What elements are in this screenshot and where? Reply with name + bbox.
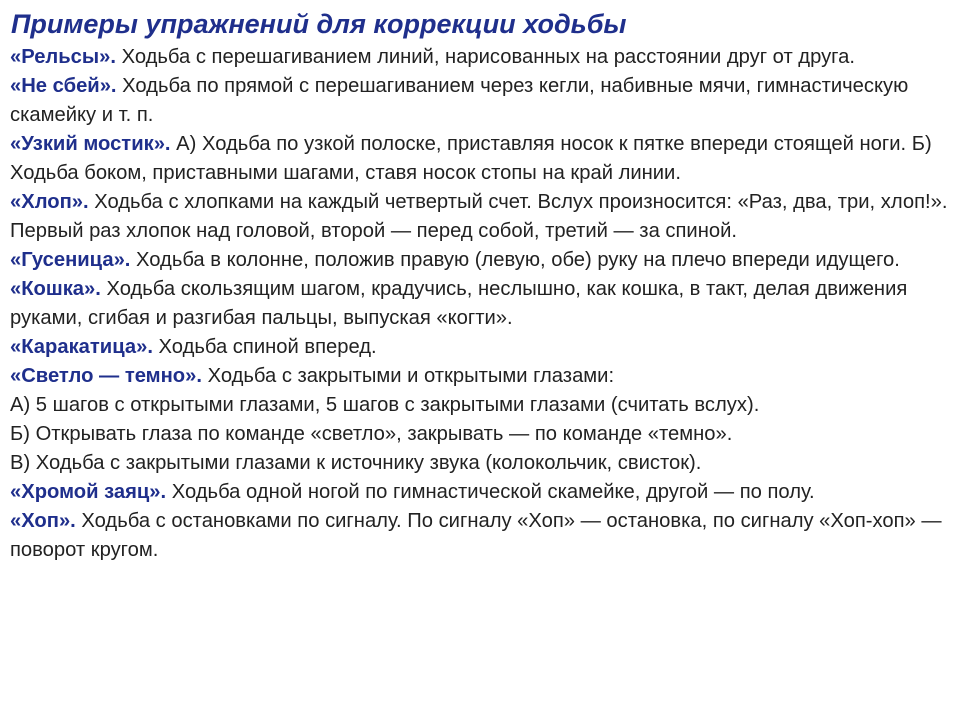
exercise-variant: А) 5 шагов с открытыми глазами, 5 шагов с закрытыми глазами (считать вслух).: [10, 394, 760, 416]
exercise-description: А) Ходьба по узкой полоске, приставляя носок к пятке впереди стоящей ноги. Б) Ходьба боком, приставными шагами, ставя носок стопы на край линии.: [10, 133, 932, 184]
exercise-item: [10, 478, 950, 507]
exercise-name: «Хлоп».: [10, 191, 89, 213]
exercise-name: «Хоп».: [10, 510, 76, 532]
exercise-description: Ходьба в колонне, положив правую (левую, обе) руку на плечо впереди идущего.: [130, 249, 900, 271]
slide-title: Примеры упражнений для коррекции ходьбы: [11, 9, 627, 39]
exercise-item: [10, 507, 950, 565]
exercise-description: Ходьба одной ногой по гимнастической скамейке, другой — по полу.: [166, 481, 815, 503]
exercise-item: [10, 246, 950, 275]
exercise-variant: В) Ходьба с закрытыми глазами к источнику звука (колокольчик, свисток).: [10, 452, 702, 474]
exercise-item: [10, 188, 950, 246]
exercise-description: Ходьба с закрытыми и открытыми глазами:: [201, 365, 615, 387]
exercise-description: Ходьба спиной вперед.: [152, 336, 377, 358]
exercise-description: Ходьба с перешагиванием линий, нарисованных на расстоянии друг от друга.: [115, 46, 855, 68]
exercise-name: «Хромой заяц».: [10, 481, 167, 503]
exercise-name: «Каракатица».: [10, 336, 153, 358]
exercise-item: [10, 333, 950, 362]
exercise-item: [10, 43, 950, 72]
exercise-description: Ходьба скользящим шагом, крадучись, неслышно, как кошка, в такт, делая движения руками, сгибая и разгибая пальцы, выпуская «когти».: [10, 278, 908, 329]
exercise-name: «Не сбей».: [10, 75, 117, 97]
exercise-item: [10, 72, 950, 130]
exercise-name: «Кошка».: [10, 278, 101, 300]
exercise-list: [10, 43, 950, 565]
exercise-item: [10, 362, 950, 391]
exercise-variant: Б) Открывать глаза по команде «светло», закрывать — по команде «темно».: [10, 423, 733, 445]
exercise-item: [10, 275, 950, 333]
exercise-name: «Узкий мостик».: [10, 133, 171, 155]
exercise-name: «Гусеница».: [10, 249, 131, 271]
exercise-description: Ходьба с хлопками на каждый четвертый счет. Вслух произносится: «Раз, два, три, хлоп!». Первый раз хлопок над головой, второй — перед собой, третий — за спиной.: [10, 191, 948, 242]
exercise-name: «Рельсы».: [10, 46, 116, 68]
exercise-item: [10, 130, 950, 188]
exercise-description: Ходьба с остановками по сигналу. По сигналу «Хоп» — остановка, по сигналу «Хоп-хоп» — поворот кругом.: [10, 510, 942, 561]
exercise-description: Ходьба по прямой с перешагиванием через кегли, набивные мячи, гимнастическую скамейку и т. п.: [10, 75, 909, 126]
exercise-name: «Светло — темно».: [10, 365, 202, 387]
